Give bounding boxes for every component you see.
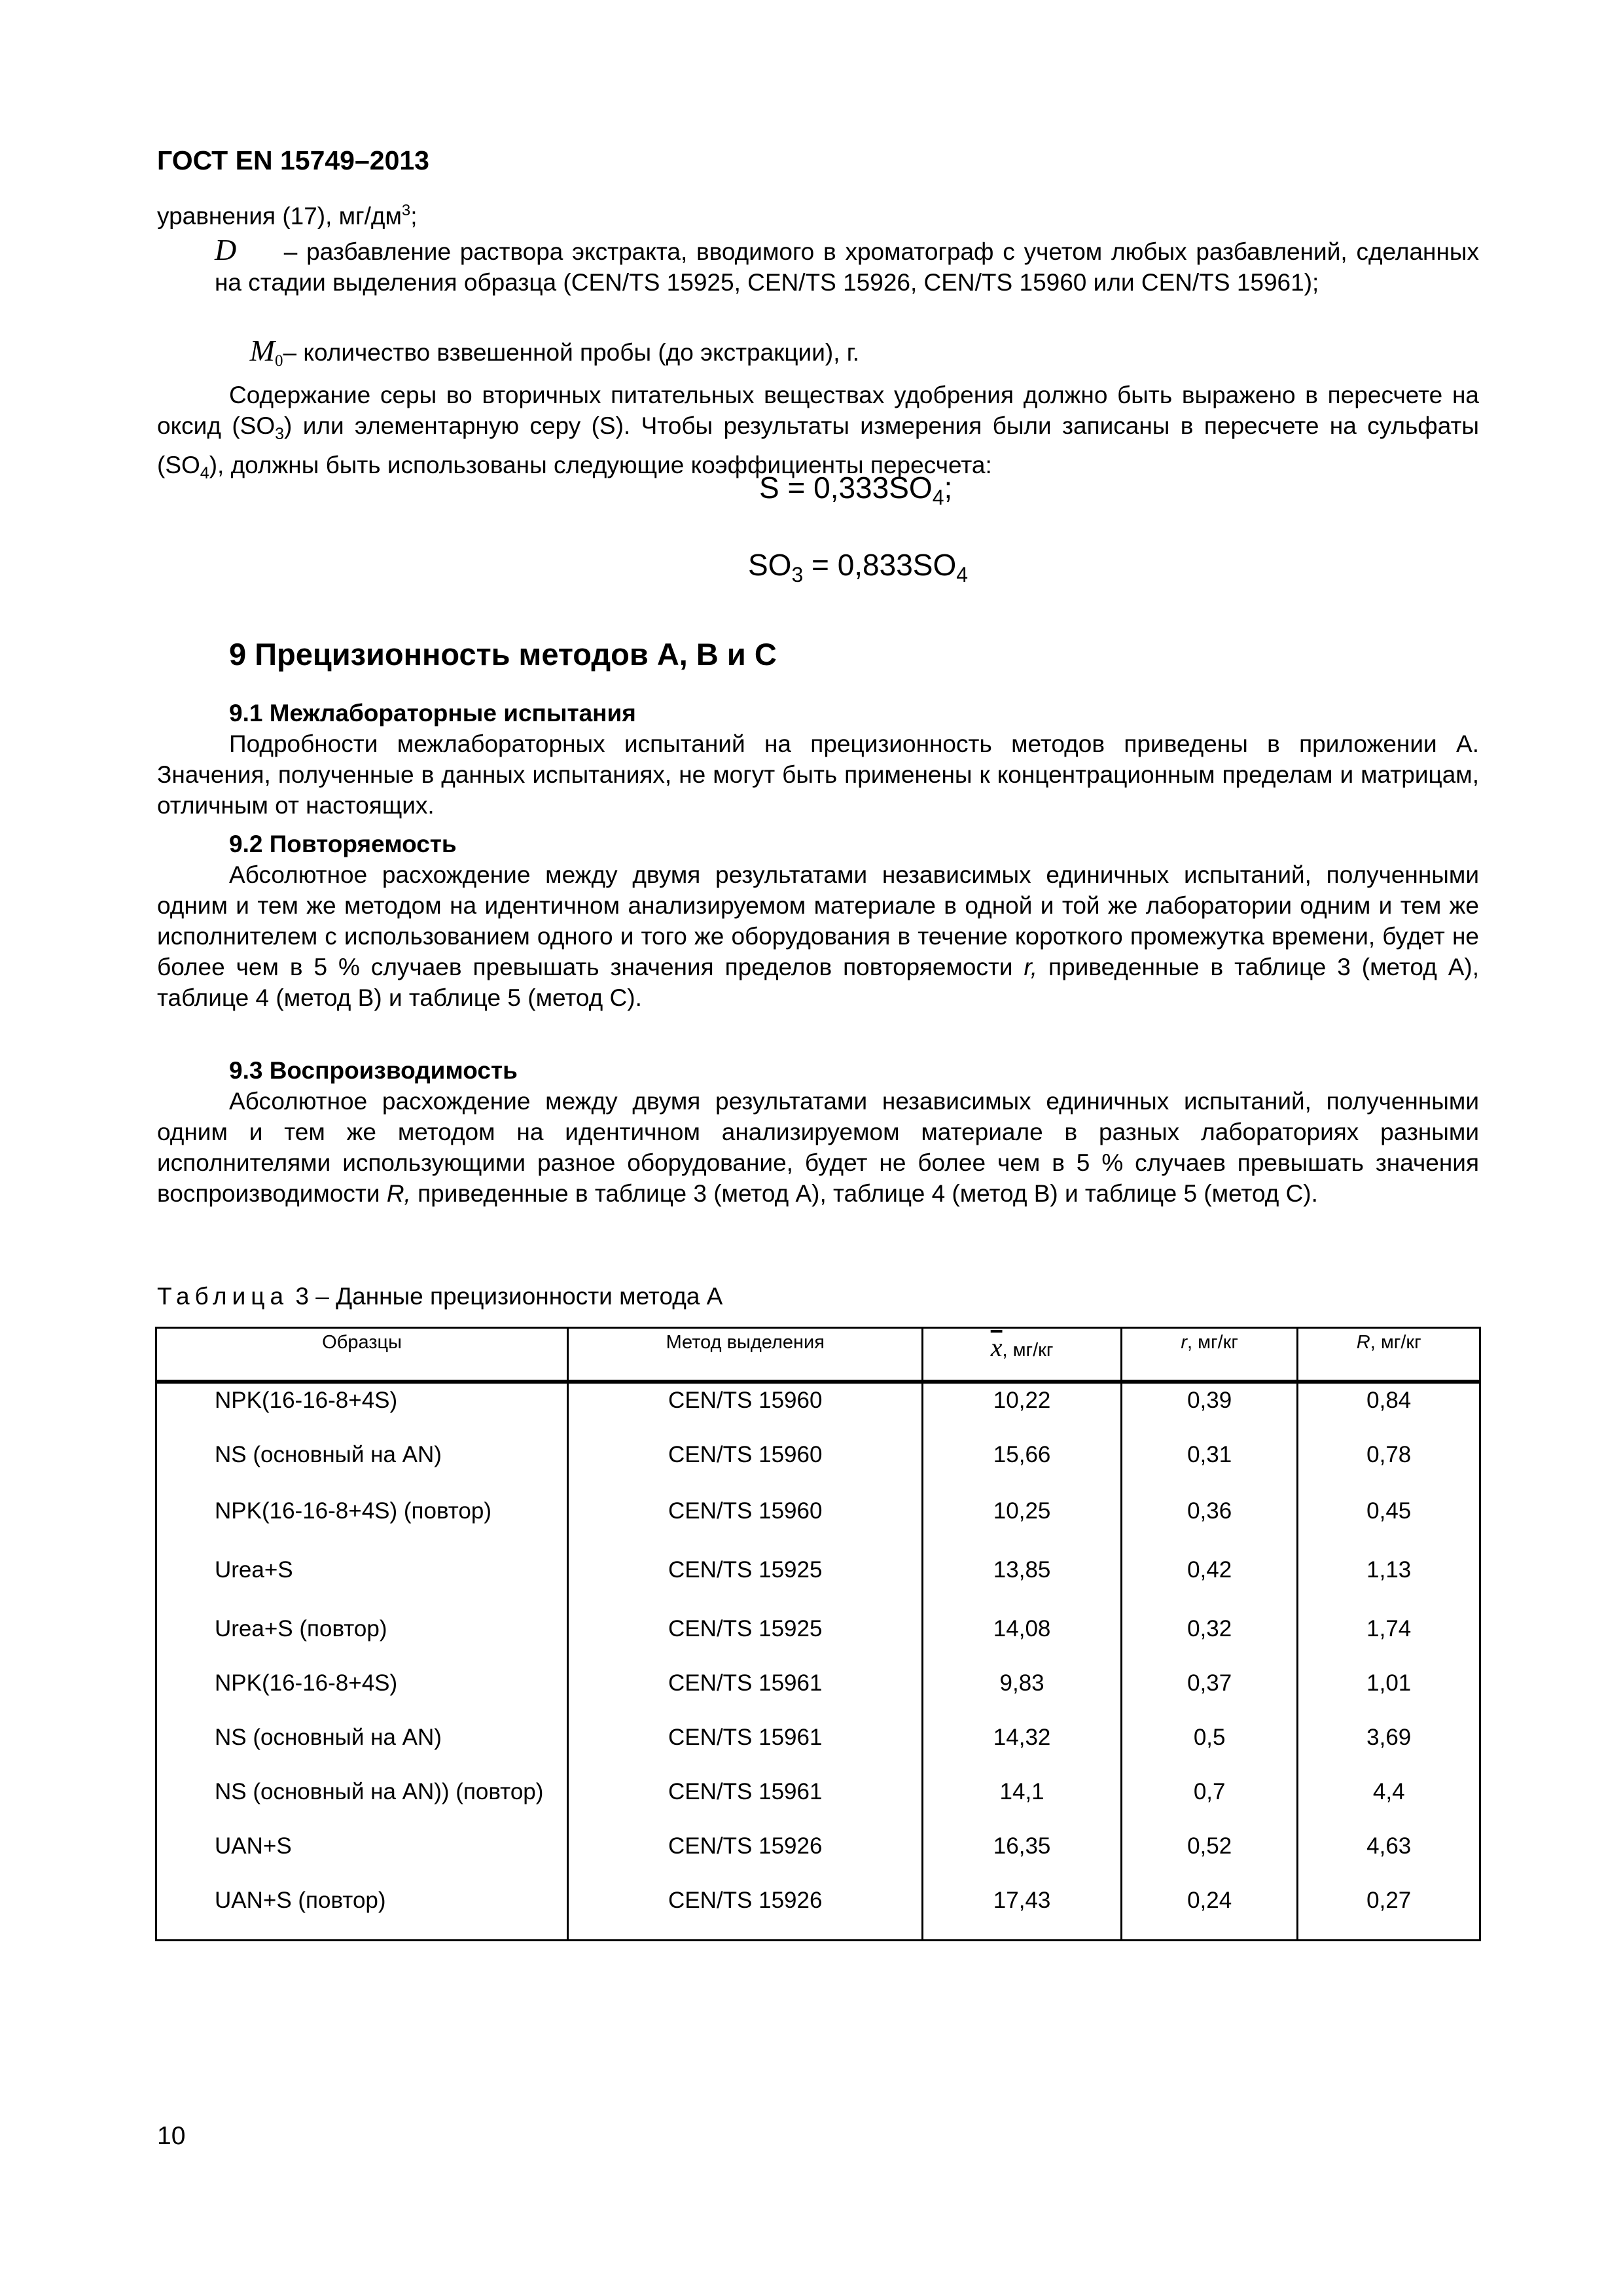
cell-method: CEN/TS 15926 [568, 1829, 923, 1884]
table-row [156, 1382, 1480, 1438]
sulfur-paragraph: Содержание серы во вторичных питательных веществах удобрения должно быть выражено в пересчете на оксид $(SO_3)$ или элементарную серу (S). Чтобы результаты измерения были записаны в пересчете на сульфаты $(SO_4)$, должны быть использованы следующие коэффициенты пересчета: [157, 382, 1479, 482]
cell-method: CEN/TS 15960 [568, 1438, 923, 1494]
cell-x: 13,85 [923, 1553, 1122, 1612]
table-header-row [156, 1328, 1480, 1382]
cell-sample: NS (основный на AN) [156, 1721, 568, 1775]
section-9-2-text: Абсолютное расхождение между двумя результатами независимых единичных испытаний, полученными одним и тем же методом на идентичном анализируемом материале в одной и той же лаборатории одним и тем же исполнителем с использованием одного и того же оборудования в течение короткого промежутка времени, будет не более чем в 5 % случаев превышать значения пределов повторяемости r, приведенные в таблице 3 (метод А), таблице 4 (метод В) и таблице 5 (метод С). [157, 861, 1480, 1011]
cell-sample: Urea+S (повтор) [156, 1612, 568, 1666]
cell-method: CEN/TS 15925 [568, 1553, 923, 1612]
definition-m0: $M_0-$ количество взвешенной пробы (до экстракции), г. [215, 335, 1479, 376]
cell-sample: NPK(16-16-8+4S) (повтор) [156, 1494, 568, 1553]
table-row [156, 1775, 1480, 1829]
cell-r: 0,24 [1121, 1884, 1298, 1940]
page-number: 10 [157, 2122, 186, 2150]
cell-method: CEN/TS 15961 [568, 1721, 923, 1775]
cell-sample: UAN+S (повтор) [156, 1884, 568, 1940]
cell-method: CEN/TS 15960 [568, 1494, 923, 1553]
cell-method: CEN/TS 15925 [568, 1612, 923, 1666]
cell-R: 0,27 [1298, 1884, 1480, 1940]
cell-r: 0,36 [1121, 1494, 1298, 1553]
table-row [156, 1721, 1480, 1775]
cell-x: 17,43 [923, 1884, 1122, 1940]
cell-r: 0,39 [1121, 1382, 1298, 1438]
formula-so3: $SO_3 = 0,833SO_4$ [748, 548, 969, 586]
cell-r: 0,52 [1121, 1829, 1298, 1884]
cell-sample: NS (основный на AN) [156, 1438, 568, 1494]
cell-method: CEN/TS 15926 [568, 1884, 923, 1940]
header-x: $\overline{x}$, мг/кг [923, 1328, 1122, 1382]
cell-method: CEN/TS 15960 [568, 1382, 923, 1438]
table-row [156, 1553, 1480, 1612]
table-row [156, 1884, 1480, 1940]
cell-sample: NS (основный на AN)) (повтор) [156, 1775, 568, 1829]
cell-R: 0,84 [1298, 1382, 1480, 1438]
cell-x: 14,1 [923, 1775, 1122, 1829]
cell-x: 10,22 [923, 1382, 1122, 1438]
cell-R: 1,01 [1298, 1666, 1480, 1721]
cell-r: 0,31 [1121, 1438, 1298, 1494]
header-samples: Образцы [156, 1328, 568, 1382]
cell-x: 16,35 [923, 1829, 1122, 1884]
cell-x: 9,83 [923, 1666, 1122, 1721]
table-row [156, 1666, 1480, 1721]
cell-r: 0,42 [1121, 1553, 1298, 1612]
cell-r: 0,5 [1121, 1721, 1298, 1775]
table-row [156, 1494, 1480, 1553]
cell-method: CEN/TS 15961 [568, 1666, 923, 1721]
cell-R: 0,78 [1298, 1438, 1480, 1494]
section-9-3-text: Абсолютное расхождение между двумя результатами независимых единичных испытаний, полученными одним и тем же методом на идентичном анализируемом материале в разных лабораториях разными исполнителями использующими разное оборудование, будет не более чем в 5 % случаев превышать значения воспроизводимости R, приведенные в таблице 3 (метод А), таблице 4 (метод В) и таблице 5 (метод С). [157, 1088, 1479, 1207]
definition-d: D – разбавление раствора экстракта, вводимого в хроматограф с учетом любых разбавлений, сделанных на стадии выделения образца (CEN/TS 15925, CEN/TS 15926, CEN/TS 15960 или CEN/TS 15961); [215, 233, 1480, 296]
symbol-d: D [215, 233, 237, 266]
cell-r: 0,37 [1121, 1666, 1298, 1721]
table-caption: Таблица 3 – Данные прецизионности метода А [157, 1283, 723, 1310]
cell-sample: NPK(16-16-8+4S) [156, 1666, 568, 1721]
precision-table [155, 1327, 1481, 1941]
cell-R: 4,63 [1298, 1829, 1480, 1884]
section-9-title: 9 Прецизионность методов A, B и C [229, 637, 777, 672]
header-method: Метод выделения [568, 1328, 923, 1382]
section-9-1-text: Подробности межлабораторных испытаний на прецизионность методов приведены в приложении А. Значения, полученные в данных испытаниях, не могут быть применены к концентрационным пределам и матрицам, отличным от настоящих. [157, 730, 1479, 819]
cell-R: 4,4 [1298, 1775, 1480, 1829]
cell-x: 14,32 [923, 1721, 1122, 1775]
header-R: R, мг/кг [1298, 1328, 1480, 1382]
cell-sample: Urea+S [156, 1553, 568, 1612]
section-9-3-title: 9.3 Воспроизводимость [229, 1057, 518, 1084]
continuation-line: уравнения (17), $мг/дм^3$; [157, 202, 418, 230]
cell-R: 3,69 [1298, 1721, 1480, 1775]
cell-R: 1,13 [1298, 1553, 1480, 1612]
document-header: ГОСТ EN 15749–2013 [157, 145, 429, 175]
cell-x: 14,08 [923, 1612, 1122, 1666]
section-9-2-title: 9.2 Повторяемость [229, 831, 457, 857]
formula-s: $S = 0,333SO_4$; [759, 471, 953, 509]
table-row [156, 1829, 1480, 1884]
cell-sample: UAN+S [156, 1829, 568, 1884]
cell-sample: NPK(16-16-8+4S) [156, 1382, 568, 1438]
cell-R: 0,45 [1298, 1494, 1480, 1553]
table-row [156, 1438, 1480, 1494]
cell-method: CEN/TS 15961 [568, 1775, 923, 1829]
header-r: r, мг/кг [1121, 1328, 1298, 1382]
cell-r: 0,7 [1121, 1775, 1298, 1829]
cell-R: 1,74 [1298, 1612, 1480, 1666]
table-row [156, 1612, 1480, 1666]
cell-x: 10,25 [923, 1494, 1122, 1553]
cell-x: 15,66 [923, 1438, 1122, 1494]
cell-r: 0,32 [1121, 1612, 1298, 1666]
section-9-1-title: 9.1 Межлабораторные испытания [229, 700, 636, 726]
symbol-m0: M [249, 334, 275, 367]
